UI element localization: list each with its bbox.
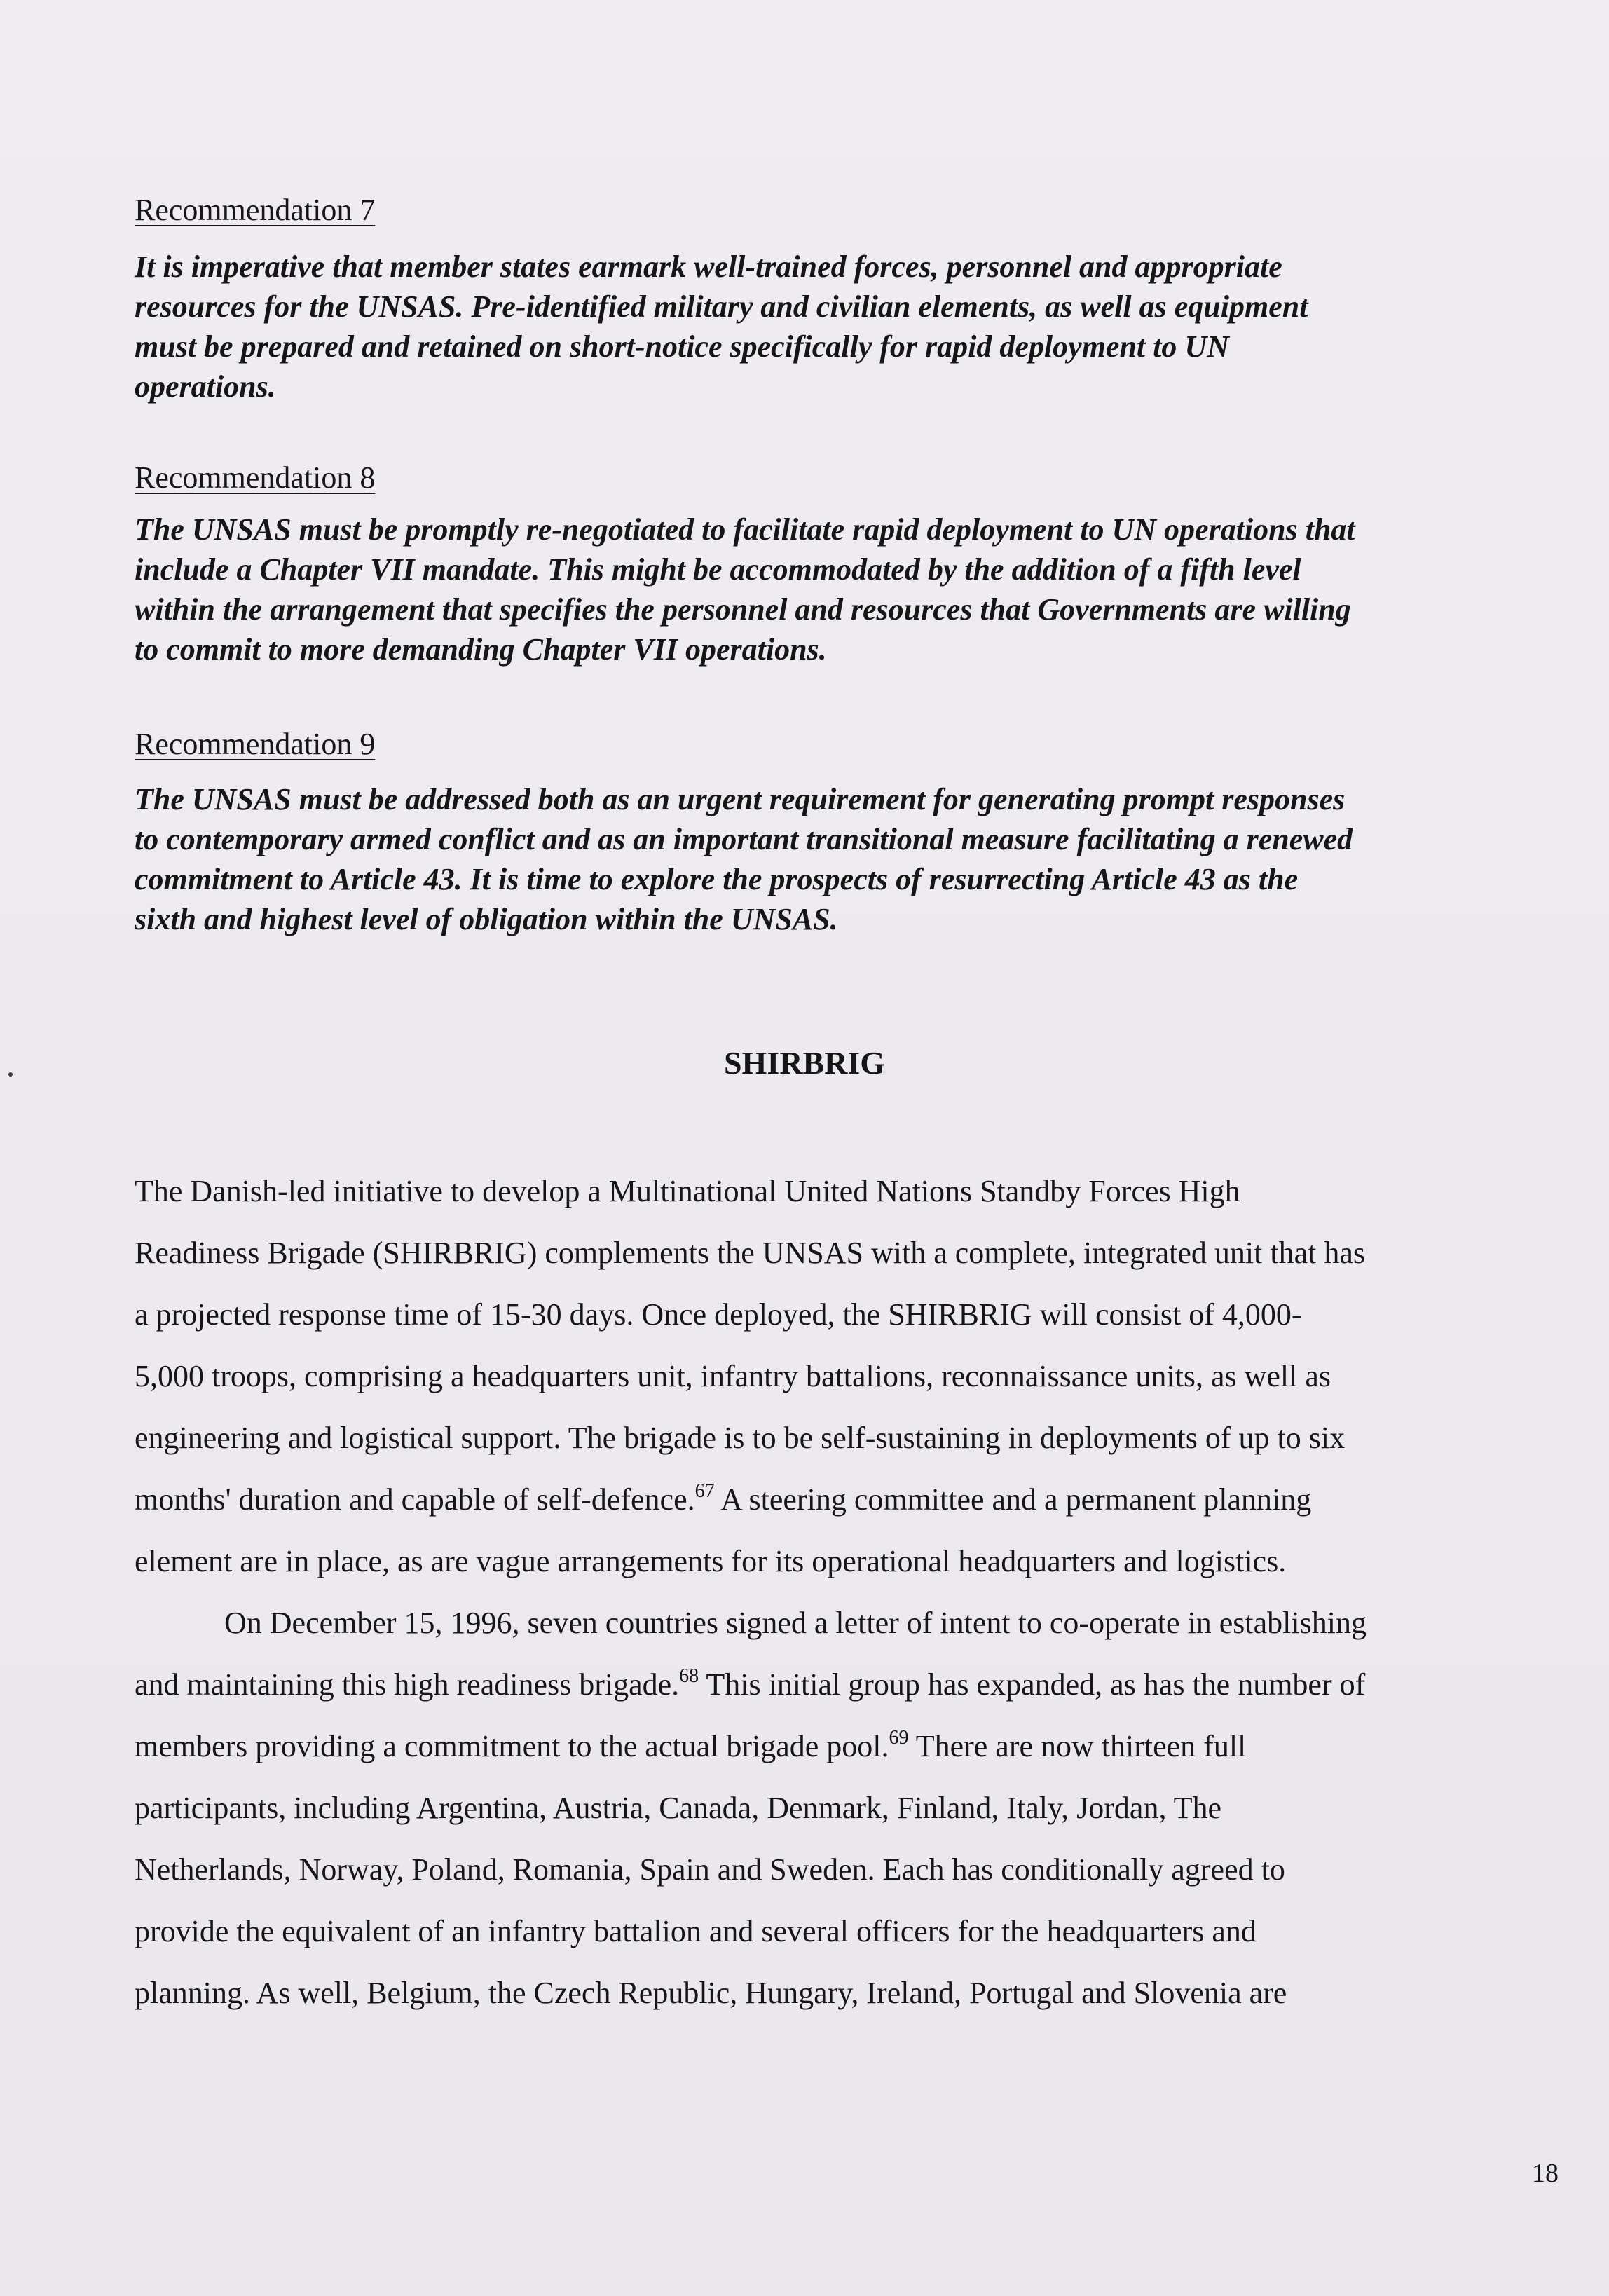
text-line: commitment to Article 43. It is time to explore the prospects of resurrecting Article 43 as the [135, 862, 1299, 896]
text-line: within the arrangement that specifies the personnel and resources that Governments are willing [135, 592, 1351, 627]
recommendation-8-text [135, 510, 1564, 669]
recommendation-7-heading: Recommendation 7 [135, 193, 376, 227]
text-line: sixth and highest level of obligation within the UNSAS. [135, 902, 838, 936]
text-line: Netherlands, Norway, Poland, Romania, Spain and Sweden. Each has conditionally agreed to [135, 1852, 1285, 1887]
text-line: to commit to more demanding Chapter VII operations. [135, 632, 827, 667]
text-segment: This initial group has expanded, as has the number of [699, 1667, 1366, 1702]
recommendation-8-heading: Recommendation 8 [135, 460, 376, 495]
text-line: to contemporary armed conflict and as an important transitional measure facilitating a renewed [135, 822, 1353, 856]
text-segment: members providing a commitment to the actual brigade pool. [135, 1729, 889, 1763]
text-segment: A steering committee and a permanent planning [714, 1482, 1312, 1517]
text-line: On December 15, 1996, seven countries signed a letter of intent to co-operate in establishing [224, 1606, 1367, 1640]
footnote-ref-68[interactable]: 68 [679, 1665, 699, 1687]
text-line: 5,000 troops, comprising a headquarters unit, infantry battalions, reconnaissance units, as well as [135, 1359, 1331, 1393]
paragraph-1 [135, 1161, 1564, 1592]
text-line: engineering and logistical support. The brigade is to be self-sustaining in deployments of up to six [135, 1421, 1346, 1455]
footnote-ref-69[interactable]: 69 [889, 1727, 909, 1749]
page-number: 18 [1532, 2159, 1559, 2188]
text-line [135, 1469, 1564, 1531]
text-line [135, 1654, 1564, 1716]
text-line [135, 1716, 1564, 1777]
text-line: planning. As well, Belgium, the Czech Republic, Hungary, Ireland, Portugal and Slovenia are [135, 1976, 1287, 2010]
text-line: participants, including Argentina, Austria, Canada, Denmark, Finland, Italy, Jordan, The [135, 1791, 1222, 1825]
text-segment: There are now thirteen full [908, 1729, 1247, 1763]
text-line: resources for the UNSAS. Pre-identified military and civilian elements, as well as equipment [135, 289, 1308, 324]
text-line: include a Chapter VII mandate. This might be accommodated by the addition of a fifth level [135, 552, 1301, 587]
text-line: operations. [135, 369, 276, 404]
text-line: a projected response time of 15-30 days. Once deployed, the SHIRBRIG will consist of 4,000- [135, 1297, 1302, 1332]
paragraph-2 [135, 1592, 1564, 2024]
recommendation-9-heading: Recommendation 9 [135, 727, 376, 761]
text-segment: and maintaining this high readiness brigade. [135, 1667, 680, 1702]
footnote-ref-67[interactable]: 67 [694, 1480, 715, 1502]
recommendation-7-text [135, 247, 1564, 406]
text-line: must be prepared and retained on short-notice specifically for rapid deployment to UN [135, 329, 1229, 364]
text-line: Readiness Brigade (SHIRBRIG) complements the UNSAS with a complete, integrated unit that has [135, 1236, 1366, 1270]
text-line: The UNSAS must be promptly re-negotiated to facilitate rapid deployment to UN operations that [135, 512, 1355, 547]
text-line: The Danish-led initiative to develop a Multinational United Nations Standby Forces High [135, 1174, 1240, 1208]
text-line: The UNSAS must be addressed both as an urgent requirement for generating prompt responses [135, 782, 1346, 816]
text-segment: months' duration and capable of self-defence. [135, 1482, 695, 1517]
recommendation-9-text [135, 779, 1564, 939]
text-line: provide the equivalent of an infantry battalion and several officers for the headquarters and [135, 1914, 1257, 1948]
section-title: SHIRBRIG [723, 1045, 886, 1081]
text-line: element are in place, as are vague arrangements for its operational headquarters and logistics. [135, 1544, 1287, 1578]
text-line: It is imperative that member states earmark well-trained forces, personnel and appropriate [135, 250, 1282, 284]
